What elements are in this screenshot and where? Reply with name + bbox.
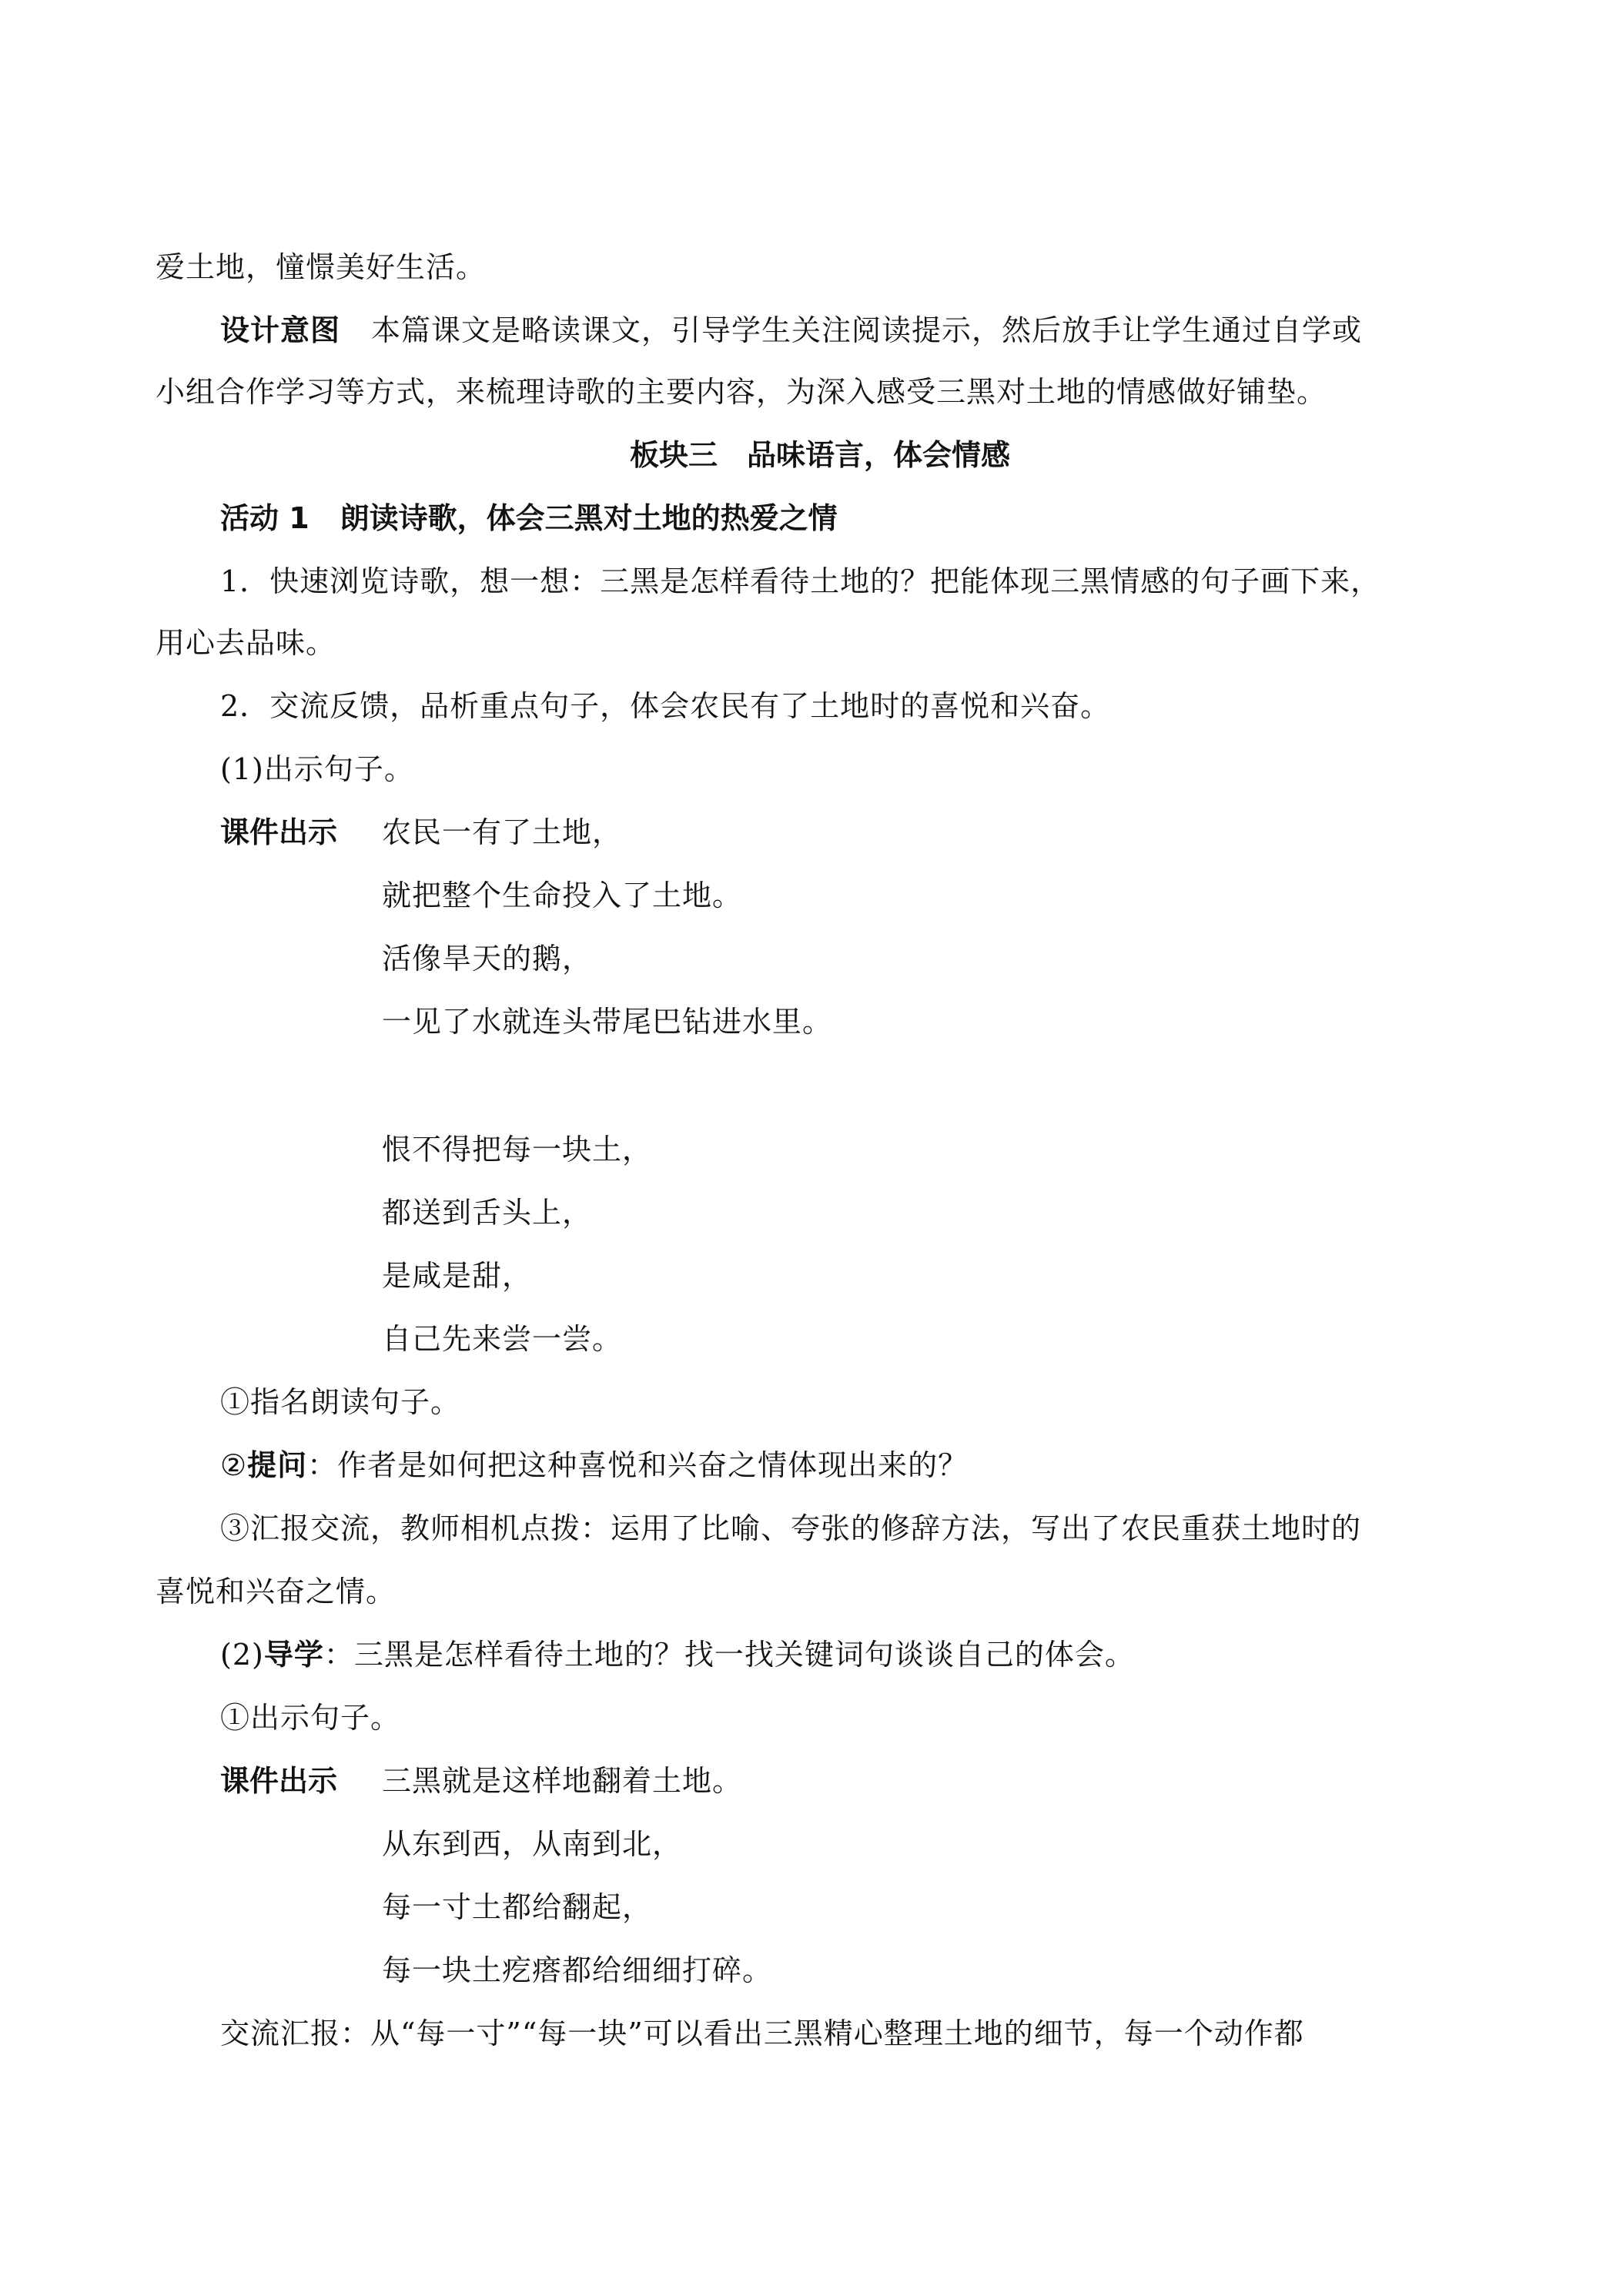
paragraph-line	[220, 687, 1110, 725]
poem-line	[382, 1130, 652, 1169]
paragraph-line	[220, 1509, 1361, 1548]
text: 活像旱天的鹅，	[382, 942, 593, 976]
section-title	[630, 436, 1010, 474]
poem-line	[382, 1193, 592, 1232]
text: ②	[220, 1448, 248, 1482]
text: 三黑就是这样地翻着土地。	[382, 1764, 743, 1798]
activity-title: 朗读诗歌，体会三黑对土地的热爱之情	[340, 501, 838, 535]
poem-line	[382, 1888, 652, 1926]
text: ：作者是如何把这种喜悦和兴奋之情体现出来的？	[307, 1448, 969, 1482]
paragraph-line	[156, 248, 486, 286]
text: 用心去品味。	[156, 626, 336, 660]
text: ③汇报交流，教师相机点拨：运用了比喻、夸张的修辞方法，写出了农民重获土地时的	[220, 1511, 1362, 1545]
text: ①指名朗读句子。	[220, 1385, 461, 1419]
paragraph-line	[220, 1446, 968, 1484]
paragraph-line	[220, 1635, 1135, 1674]
text: 自己先来尝一尝。	[382, 1322, 623, 1356]
text: 1．快速浏览诗歌，想一想：三黑是怎样看待土地的？把能体现三黑情感的句子画下来，	[220, 564, 1381, 598]
paragraph-line	[220, 1699, 400, 1737]
activity-label: 活动 1	[220, 501, 310, 535]
text: 课件出示	[220, 1764, 338, 1798]
paragraph-line	[220, 750, 414, 788]
text: 板块三 品味语言，体会情感	[630, 438, 1011, 472]
text: 每一寸土都给翻起，	[382, 1890, 653, 1924]
design-intent-line	[220, 311, 1362, 350]
text: (2)	[220, 1638, 264, 1672]
text: 交流汇报：从“每一寸”“每一块”可以看出三黑精心整理土地的细节，每一个动作都	[220, 2017, 1304, 2050]
poem-line	[382, 813, 622, 852]
text: 每一块土疙瘩都给细细打碎。	[382, 1953, 773, 1987]
poem-line	[382, 939, 592, 978]
text: 就把整个生命投入了土地。	[382, 879, 743, 912]
text: 爱土地，憧憬美好生活。	[156, 250, 487, 284]
activity-heading	[220, 499, 838, 537]
paragraph-line	[220, 1383, 460, 1421]
poem-line	[382, 1320, 622, 1358]
text: 喜悦和兴奋之情。	[156, 1575, 397, 1608]
paragraph-line	[220, 562, 1380, 601]
text: 恨不得把每一块土，	[382, 1133, 653, 1166]
paragraph-line	[220, 2014, 1304, 2053]
text: 小组合作学习等方式，来梳理诗歌的主要内容，为深入感受三黑对土地的情感做好铺垫。	[156, 375, 1327, 409]
text: 2．交流反馈，品析重点句子，体会农民有了土地时的喜悦和兴奋。	[220, 689, 1111, 723]
design-intent-label: 设计意图	[220, 313, 341, 347]
text: 是咸是甜，	[382, 1259, 533, 1293]
paragraph-line	[156, 1572, 396, 1611]
poem-line	[382, 1257, 532, 1295]
text: ①出示句子。	[220, 1701, 401, 1735]
text: (1)出示句子。	[220, 752, 414, 786]
question-label: 提问	[247, 1448, 308, 1482]
guide-label: 导学	[263, 1638, 324, 1672]
text: 从东到西，从南到北，	[382, 1827, 683, 1861]
text: 都送到舌头上，	[382, 1196, 593, 1230]
courseware-label	[220, 1762, 337, 1800]
paragraph-line	[156, 624, 336, 662]
courseware-label	[220, 813, 337, 852]
text: 一见了水就连头带尾巴钻进水里。	[382, 1005, 833, 1039]
poem-line	[382, 1762, 742, 1800]
text: ：三黑是怎样看待土地的？找一找关键词句谈谈自己的体会。	[323, 1638, 1135, 1672]
text: 课件出示	[220, 815, 338, 849]
poem-line	[382, 1002, 832, 1041]
poem-line	[382, 1825, 682, 1863]
poem-line	[382, 876, 742, 915]
paragraph-line	[156, 373, 1327, 411]
text: 农民一有了土地，	[382, 815, 623, 849]
text: 本篇课文是略读课文，引导学生关注阅读提示，然后放手让学生通过自学或	[371, 313, 1363, 347]
poem-line	[382, 1951, 772, 1990]
